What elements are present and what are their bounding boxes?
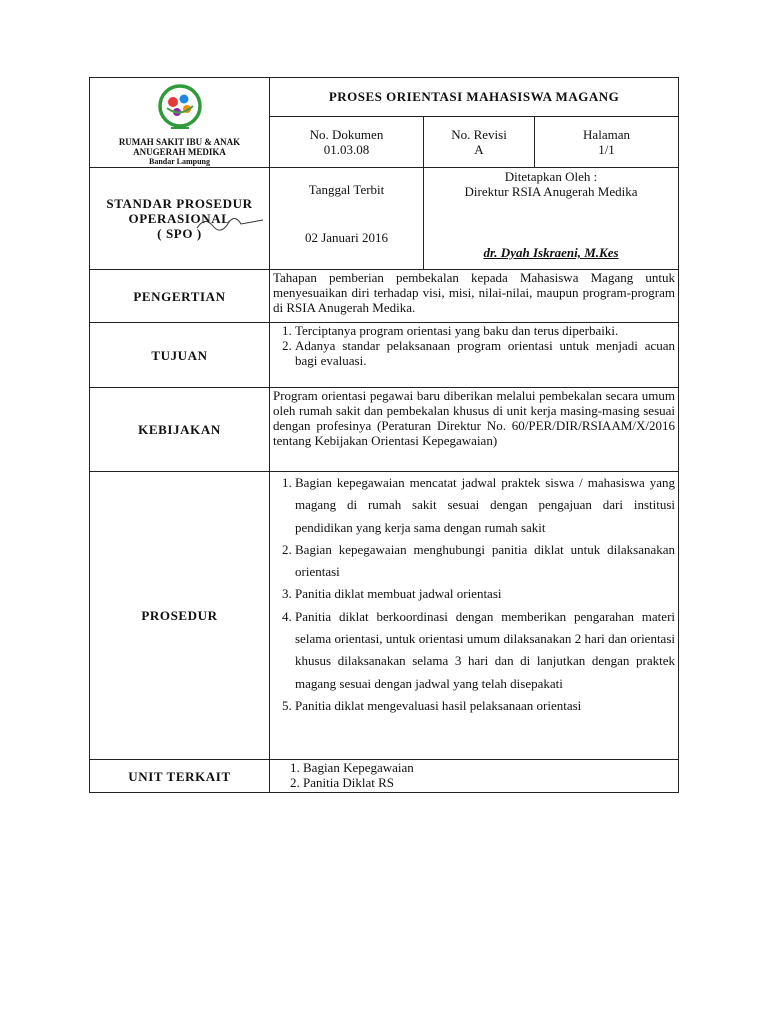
approved-by-name: dr. Dyah Iskraeni, M.Kes — [483, 245, 619, 260]
revision-cell — [424, 116, 535, 167]
list-item: 3. Panitia diklat membuat jadwal orientasi — [295, 583, 675, 605]
page-value: 1/1 — [598, 141, 615, 157]
unit-terkait-label: UNIT TERKAIT — [90, 760, 270, 793]
doc-number-label: No. Dokumen — [309, 126, 384, 142]
unit-terkait-list — [273, 760, 675, 790]
list-item: 2. Panitia Diklat RS — [303, 775, 675, 790]
tujuan-content — [270, 323, 679, 388]
hospital-identity-cell — [90, 78, 270, 168]
hospital-city: Bandar Lampung — [149, 157, 210, 166]
tujuan-list — [273, 323, 675, 368]
approved-by-role: Direktur RSIA Anugerah Medika — [464, 184, 638, 199]
spo-title-line2: OPERASIONAL — [128, 211, 231, 226]
list-item: 1. Terciptanya program orientasi yang baku dan terus diperbaiki. — [295, 323, 675, 338]
doc-number-cell — [270, 116, 424, 167]
revision-value: A — [474, 141, 484, 157]
prosedur-content — [270, 472, 679, 760]
list-item: 2. Bagian kepegawaian menghubungi panitia diklat untuk dilaksanakan orientasi — [295, 539, 675, 584]
approval-cell — [424, 168, 679, 270]
tujuan-label: TUJUAN — [90, 323, 270, 388]
signature-scribble-icon — [195, 212, 265, 234]
list-item: 1. Bagian Kepegawaian — [303, 760, 675, 775]
approved-by-label: Ditetapkan Oleh : — [504, 169, 598, 184]
doc-number-value: 01.03.08 — [323, 141, 370, 157]
prosedur-list — [273, 472, 675, 717]
kebijakan-text: Program orientasi pegawai baru diberikan melalui pembekalan secara umum oleh rumah sakit dan pembekalan khusus di unit kerja masing-masing sesuai dengan profesinya (Peraturan Direktur No. 60/PER/DIR/RSIAAM/X/2016 tentang Kebijakan Orientasi Kepegawaian) — [270, 388, 679, 472]
issue-date-value: 02 Januari 2016 — [304, 230, 389, 245]
list-item: 2. Adanya standar pelaksanaan program orientasi untuk menjadi acuan bagi evaluasi. — [295, 338, 675, 368]
pengertian-text: Tahapan pemberian pembekalan kepada Mahasiswa Magang untuk menyesuaikan diri terhadap visi, misi, nilai-nilai, maupun program-program di RSIA Anugerah Medika. — [270, 270, 679, 323]
spo-title-line3: ( SPO ) — [157, 226, 202, 241]
issue-date-cell — [270, 168, 424, 270]
hospital-logo-icon — [151, 84, 209, 132]
unit-terkait-content — [270, 760, 679, 793]
page-label: Halaman — [583, 126, 630, 142]
list-item: 5. Panitia diklat mengevaluasi hasil pelaksanaan orientasi — [295, 695, 675, 717]
hospital-name: RUMAH SAKIT IBU & ANAK ANUGERAH MEDIKA — [118, 137, 241, 157]
issue-date-label: Tanggal Terbit — [308, 182, 385, 197]
list-item: 4. Panitia diklat berkoordinasi dengan memberikan pengarahan materi selama orientasi, untuk orientasi umum dilaksanakan 2 hari dan orientasi khusus dilaksanakan selama 3 hari dan di lanjutkan dengan praktek magang sesuai dengan jadwal yang telah disepakati — [295, 606, 675, 695]
list-item: 1. Bagian kepegawaian mencatat jadwal praktek siswa / mahasiswa yang magang di rumah sakit sesuai dengan pengajuan dari institusi pendidikan yang kerja sama dengan rumah sakit — [295, 472, 675, 539]
prosedur-label: PROSEDUR — [90, 472, 270, 760]
spo-document-table — [89, 77, 679, 793]
kebijakan-label: KEBIJAKAN — [90, 388, 270, 472]
revision-label: No. Revisi — [451, 126, 507, 142]
spo-title-line1: STANDAR PROSEDUR — [106, 196, 253, 211]
pengertian-label: PENGERTIAN — [90, 270, 270, 323]
page-cell — [535, 116, 679, 167]
document-title: PROSES ORIENTASI MAHASISWA MAGANG — [270, 78, 679, 117]
